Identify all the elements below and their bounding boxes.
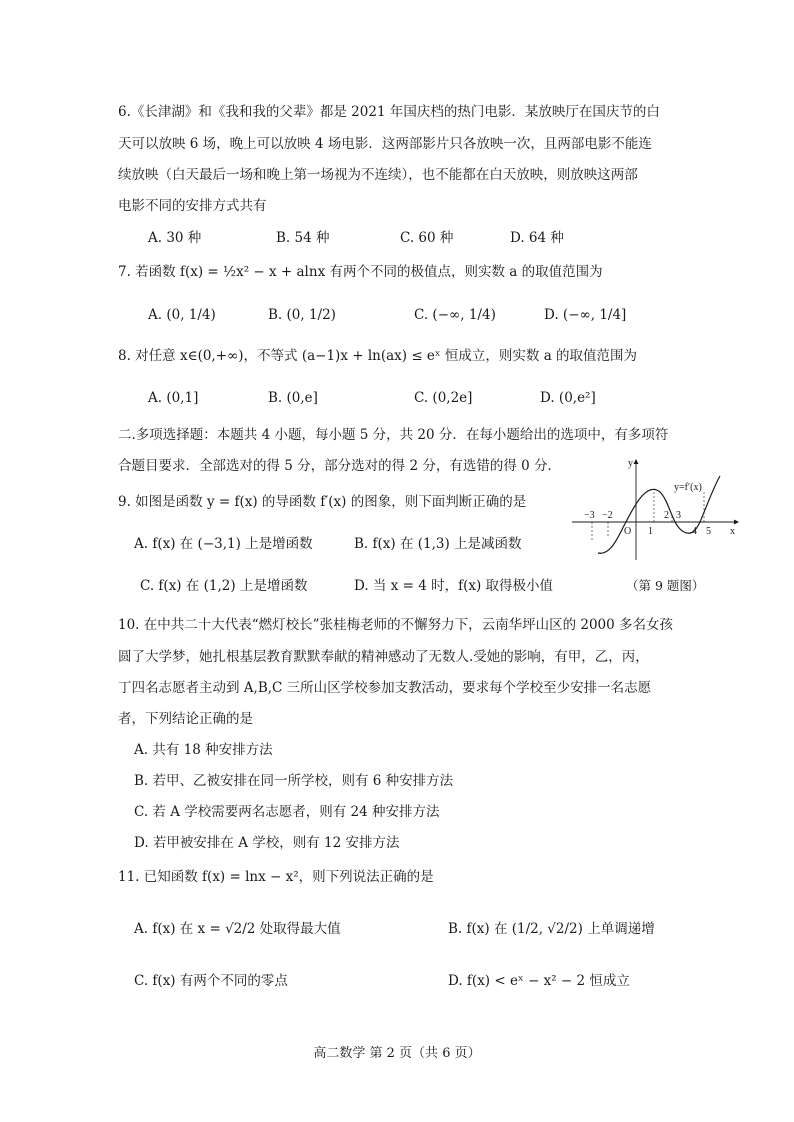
q10-line-4: 者，下列结论正确的是 — [118, 711, 253, 727]
q10-option-c: C. 若 A 学校需要两名志愿者，则有 24 种安排方法 — [134, 804, 440, 820]
q10-line-3: 丁四名志愿者主动到 A,B,C 三所山区学校参加支教活动，要求每个学校至少安排一名志愿 — [118, 680, 652, 696]
section2-line-1: 二.多项选择题：本题共 4 小题，每小题 5 分，共 20 分．在每小题给出的选项中，有多项符 — [118, 427, 669, 443]
y-axis-arrow — [634, 459, 639, 464]
q6-option-c: C. 60 种 — [400, 230, 454, 246]
x-axis-arrow — [734, 520, 739, 525]
origin-label: O — [624, 526, 632, 537]
q6-line-1: 6.《长津湖》和《我和我的父辈》都是 2021 年国庆档的热门电影．某放映厅在国庆节的白 — [118, 104, 660, 120]
q7-stem: 7. 若函数 f(x) = ½x² − x + alnx 有两个不同的极值点，则实数 a 的取值范围为 — [118, 264, 603, 280]
q9-graph-caption: （第 9 题图） — [626, 578, 705, 593]
q7-option-a: A. (0, 1/4) — [148, 307, 216, 323]
q7-option-b: B. (0, 1/2) — [268, 307, 336, 323]
q9-option-d: D. 当 x = 4 时，f(x) 取得极小值 — [354, 578, 554, 594]
q8-stem: 8. 对任意 x∈(0,+∞)，不等式 (a−1)x + ln(ax) ≤ eˣ 恒成立，则实数 a 的取值范围为 — [118, 348, 638, 364]
q8-option-b: B. (0,e] — [268, 390, 318, 406]
tick-label: −2 — [602, 510, 613, 521]
curve-label: y=f′(x) — [674, 482, 702, 493]
tick-label: 5 — [706, 526, 711, 537]
section2-line-2: 合题目要求．全部选对的得 5 分，部分选对的得 2 分，有选错的得 0 分． — [118, 458, 562, 474]
q9-derivative-graph — [568, 456, 742, 566]
tick-label: 1 — [648, 526, 653, 537]
q11-option-c: C. f(x) 有两个不同的零点 — [134, 973, 288, 989]
q11-option-b: B. f(x) 在 (1/2, √2/2) 上单调递增 — [448, 921, 655, 937]
q8-option-c: C. (0,2e] — [414, 390, 473, 406]
q6-option-d: D. 64 种 — [510, 230, 564, 246]
q6-option-a: A. 30 种 — [148, 230, 202, 246]
q11-option-a: A. f(x) 在 x = √2/2 处取得最大值 — [134, 921, 341, 937]
q9-option-c: C. f(x) 在 (1,2) 上是增函数 — [140, 578, 308, 594]
y-axis-label: y — [628, 458, 633, 469]
page-footer: 高二数学 第 2 页（共 6 页） — [313, 1046, 481, 1061]
q8-option-a: A. (0,1] — [148, 390, 199, 406]
q7-option-d: D. (−∞, 1/4] — [544, 307, 627, 323]
q10-option-b: B. 若甲、乙被安排在同一所学校，则有 6 种安排方法 — [134, 773, 454, 789]
q6-option-b: B. 54 种 — [276, 230, 330, 246]
q10-line-2: 圆了大学梦，她扎根基层教育默默奉献的精神感动了无数人.受她的影响，有甲，乙，丙， — [118, 649, 649, 665]
q9-option-b: B. f(x) 在 (1,3) 上是减函数 — [354, 536, 522, 552]
q10-option-a: A. 共有 18 种安排方法 — [134, 742, 273, 758]
q10-option-d: D. 若甲被安排在 A 学校，则有 12 安排方法 — [134, 835, 400, 851]
tick-label: −3 — [584, 510, 595, 521]
tick-label: 2 — [664, 510, 669, 521]
q10-line-1: 10. 在中共二十大代表“燃灯校长”张桂梅老师的不懈努力下，云南华坪山区的 2000 多名女孩 — [118, 617, 674, 633]
q6-line-3: 续放映（白天最后一场和晚上第一场视为不连续），也不能都在白天放映，则放映这两部 — [118, 167, 638, 183]
q11-option-d: D. f(x) < eˣ − x² − 2 恒成立 — [448, 973, 630, 989]
x-axis-label: x — [730, 526, 735, 537]
q11-stem: 11. 已知函数 f(x) = lnx − x²，则下列说法正确的是 — [118, 869, 434, 885]
q9-stem: 9. 如图是函数 y = f(x) 的导函数 f′(x) 的图象，则下面判断正确的是 — [118, 494, 527, 510]
q6-line-2: 天可以放映 6 场，晚上可以放映 4 场电影．这两部影片只各放映一次，且两部电影不能连 — [118, 136, 652, 152]
tick-label: 3 — [676, 510, 681, 521]
q6-line-4: 电影不同的安排方式共有 — [118, 198, 267, 214]
q7-option-c: C. (−∞, 1/4) — [414, 307, 496, 323]
q8-option-d: D. (0,e²] — [540, 390, 596, 406]
q9-option-a: A. f(x) 在 (−3,1) 上是增函数 — [134, 536, 313, 552]
tick-label: 4 — [692, 526, 697, 537]
